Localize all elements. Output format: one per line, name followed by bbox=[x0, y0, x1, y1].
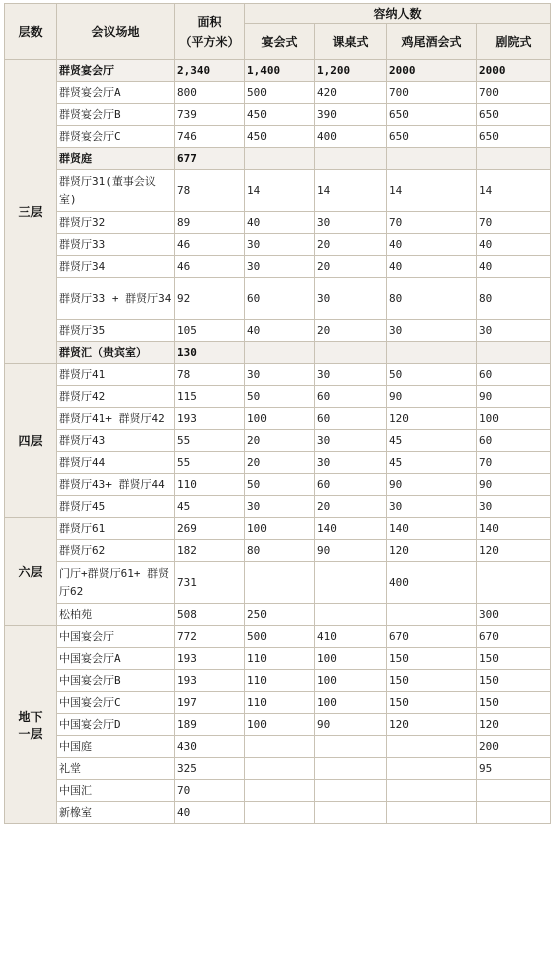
cell-banquet: 40 bbox=[245, 212, 315, 234]
cell-banquet: 500 bbox=[245, 626, 315, 648]
cell-cocktail bbox=[387, 148, 477, 170]
table-row bbox=[5, 256, 551, 278]
header-capacity: 容纳人数 bbox=[245, 4, 551, 24]
header-area bbox=[175, 4, 245, 60]
cell-theater bbox=[477, 342, 551, 364]
venue-name: 群贤厅34 bbox=[57, 256, 175, 278]
cell-classroom: 30 bbox=[315, 452, 387, 474]
cell-banquet: 20 bbox=[245, 452, 315, 474]
cell-area: 772 bbox=[175, 626, 245, 648]
header-classroom: 课桌式 bbox=[315, 24, 387, 60]
cell-classroom: 400 bbox=[315, 126, 387, 148]
venue-name: 群贤厅62 bbox=[57, 540, 175, 562]
cell-cocktail: 30 bbox=[387, 320, 477, 342]
venue-name: 群贤厅42 bbox=[57, 386, 175, 408]
cell-theater: 650 bbox=[477, 126, 551, 148]
cell-theater bbox=[477, 780, 551, 802]
cell-classroom: 20 bbox=[315, 320, 387, 342]
cell-theater: 150 bbox=[477, 692, 551, 714]
cell-area: 130 bbox=[175, 342, 245, 364]
cell-banquet: 100 bbox=[245, 714, 315, 736]
cell-area: 430 bbox=[175, 736, 245, 758]
cell-theater: 200 bbox=[477, 736, 551, 758]
cell-banquet: 14 bbox=[245, 170, 315, 212]
venue-name: 群贤厅45 bbox=[57, 496, 175, 518]
cell-area: 45 bbox=[175, 496, 245, 518]
table-row bbox=[5, 60, 551, 82]
cell-classroom bbox=[315, 562, 387, 604]
cell-area: 325 bbox=[175, 758, 245, 780]
cell-cocktail bbox=[387, 342, 477, 364]
cell-cocktail: 2000 bbox=[387, 60, 477, 82]
table-row bbox=[5, 518, 551, 540]
venue-name: 群贤宴会厅B bbox=[57, 104, 175, 126]
venue-name: 群贤厅33 + 群贤厅34 bbox=[57, 278, 175, 320]
header-theater: 剧院式 bbox=[477, 24, 551, 60]
cell-area: 89 bbox=[175, 212, 245, 234]
cell-theater bbox=[477, 148, 551, 170]
cell-area: 269 bbox=[175, 518, 245, 540]
venue-name: 群贤宴会厅A bbox=[57, 82, 175, 104]
cell-cocktail: 670 bbox=[387, 626, 477, 648]
cell-theater: 140 bbox=[477, 518, 551, 540]
table-header bbox=[5, 4, 551, 60]
cell-classroom bbox=[315, 148, 387, 170]
cell-theater: 60 bbox=[477, 364, 551, 386]
cell-classroom: 30 bbox=[315, 278, 387, 320]
cell-theater: 90 bbox=[477, 474, 551, 496]
table-row bbox=[5, 148, 551, 170]
cell-classroom bbox=[315, 802, 387, 824]
cell-banquet: 80 bbox=[245, 540, 315, 562]
cell-theater: 40 bbox=[477, 234, 551, 256]
venue-name: 群贤厅43+ 群贤厅44 bbox=[57, 474, 175, 496]
cell-area: 800 bbox=[175, 82, 245, 104]
floor-label: 地下一层 bbox=[5, 626, 57, 824]
table-row bbox=[5, 562, 551, 604]
cell-classroom: 30 bbox=[315, 212, 387, 234]
cell-theater: 300 bbox=[477, 604, 551, 626]
cell-area: 105 bbox=[175, 320, 245, 342]
cell-area: 189 bbox=[175, 714, 245, 736]
cell-cocktail bbox=[387, 780, 477, 802]
cell-area: 78 bbox=[175, 364, 245, 386]
cell-theater: 70 bbox=[477, 452, 551, 474]
cell-banquet bbox=[245, 342, 315, 364]
floor-label: 六层 bbox=[5, 518, 57, 626]
floor-label: 四层 bbox=[5, 364, 57, 518]
table-row bbox=[5, 648, 551, 670]
cell-theater: 90 bbox=[477, 386, 551, 408]
cell-banquet: 110 bbox=[245, 648, 315, 670]
cell-classroom bbox=[315, 604, 387, 626]
cell-classroom bbox=[315, 780, 387, 802]
table-row bbox=[5, 386, 551, 408]
table-row bbox=[5, 342, 551, 364]
cell-cocktail: 140 bbox=[387, 518, 477, 540]
header-area-line2: （平方米） bbox=[179, 34, 240, 49]
cell-area: 46 bbox=[175, 256, 245, 278]
cell-banquet: 1,400 bbox=[245, 60, 315, 82]
table-body bbox=[5, 60, 551, 824]
cell-banquet bbox=[245, 780, 315, 802]
venue-name: 中国汇 bbox=[57, 780, 175, 802]
table-row bbox=[5, 82, 551, 104]
table-row bbox=[5, 474, 551, 496]
cell-cocktail: 120 bbox=[387, 540, 477, 562]
venue-name: 中国宴会厅D bbox=[57, 714, 175, 736]
cell-cocktail: 650 bbox=[387, 126, 477, 148]
cell-area: 110 bbox=[175, 474, 245, 496]
cell-banquet: 110 bbox=[245, 692, 315, 714]
cell-banquet: 110 bbox=[245, 670, 315, 692]
cell-area: 193 bbox=[175, 408, 245, 430]
cell-classroom: 60 bbox=[315, 386, 387, 408]
venue-name: 群贤厅61 bbox=[57, 518, 175, 540]
cell-theater: 120 bbox=[477, 540, 551, 562]
cell-theater: 30 bbox=[477, 320, 551, 342]
cell-cocktail: 150 bbox=[387, 692, 477, 714]
cell-classroom bbox=[315, 342, 387, 364]
header-area-line1: 面积 bbox=[197, 14, 222, 29]
venue-name: 群贤厅33 bbox=[57, 234, 175, 256]
table-row bbox=[5, 364, 551, 386]
cell-theater: 60 bbox=[477, 430, 551, 452]
cell-theater: 670 bbox=[477, 626, 551, 648]
cell-classroom: 30 bbox=[315, 430, 387, 452]
cell-area: 115 bbox=[175, 386, 245, 408]
cell-theater: 2000 bbox=[477, 60, 551, 82]
cell-classroom: 20 bbox=[315, 256, 387, 278]
cell-area: 508 bbox=[175, 604, 245, 626]
cell-banquet: 30 bbox=[245, 256, 315, 278]
cell-cocktail bbox=[387, 758, 477, 780]
cell-area: 731 bbox=[175, 562, 245, 604]
venue-name: 群贤厅44 bbox=[57, 452, 175, 474]
table-row bbox=[5, 496, 551, 518]
cell-cocktail: 40 bbox=[387, 234, 477, 256]
cell-cocktail: 14 bbox=[387, 170, 477, 212]
cell-area: 2,340 bbox=[175, 60, 245, 82]
table-row bbox=[5, 802, 551, 824]
cell-classroom: 90 bbox=[315, 540, 387, 562]
cell-banquet bbox=[245, 758, 315, 780]
venue-name: 中国宴会厅C bbox=[57, 692, 175, 714]
cell-cocktail: 700 bbox=[387, 82, 477, 104]
table-row bbox=[5, 234, 551, 256]
cell-cocktail: 45 bbox=[387, 452, 477, 474]
venue-name: 群贤厅35 bbox=[57, 320, 175, 342]
cell-theater: 650 bbox=[477, 104, 551, 126]
table-row bbox=[5, 104, 551, 126]
cell-cocktail: 80 bbox=[387, 278, 477, 320]
cell-area: 739 bbox=[175, 104, 245, 126]
cell-theater: 120 bbox=[477, 714, 551, 736]
cell-classroom: 20 bbox=[315, 496, 387, 518]
table-row bbox=[5, 278, 551, 320]
cell-cocktail bbox=[387, 604, 477, 626]
cell-theater: 80 bbox=[477, 278, 551, 320]
venue-name: 群贤宴会厅C bbox=[57, 126, 175, 148]
cell-classroom: 100 bbox=[315, 648, 387, 670]
venue-name: 松柏苑 bbox=[57, 604, 175, 626]
cell-theater: 700 bbox=[477, 82, 551, 104]
cell-cocktail: 150 bbox=[387, 648, 477, 670]
venue-name: 中国庭 bbox=[57, 736, 175, 758]
cell-area: 55 bbox=[175, 452, 245, 474]
cell-area: 92 bbox=[175, 278, 245, 320]
cell-classroom: 20 bbox=[315, 234, 387, 256]
venue-name: 中国宴会厅 bbox=[57, 626, 175, 648]
cell-area: 746 bbox=[175, 126, 245, 148]
cell-theater bbox=[477, 562, 551, 604]
table-row bbox=[5, 736, 551, 758]
cell-banquet bbox=[245, 148, 315, 170]
cell-cocktail: 90 bbox=[387, 474, 477, 496]
cell-banquet bbox=[245, 562, 315, 604]
cell-banquet: 450 bbox=[245, 126, 315, 148]
cell-banquet: 30 bbox=[245, 364, 315, 386]
cell-banquet: 500 bbox=[245, 82, 315, 104]
cell-classroom: 420 bbox=[315, 82, 387, 104]
header-venue: 会议场地 bbox=[57, 4, 175, 60]
venue-name: 群贤厅32 bbox=[57, 212, 175, 234]
cell-banquet: 30 bbox=[245, 234, 315, 256]
cell-banquet bbox=[245, 802, 315, 824]
cell-cocktail: 650 bbox=[387, 104, 477, 126]
venue-name: 门厅+群贤厅61+ 群贤厅62 bbox=[57, 562, 175, 604]
cell-cocktail: 30 bbox=[387, 496, 477, 518]
venue-name: 中国宴会厅B bbox=[57, 670, 175, 692]
cell-banquet bbox=[245, 736, 315, 758]
table-row bbox=[5, 430, 551, 452]
cell-banquet: 450 bbox=[245, 104, 315, 126]
cell-area: 193 bbox=[175, 648, 245, 670]
cell-classroom: 100 bbox=[315, 692, 387, 714]
cell-theater: 70 bbox=[477, 212, 551, 234]
table-row bbox=[5, 780, 551, 802]
cell-banquet: 20 bbox=[245, 430, 315, 452]
venue-capacity-table bbox=[4, 3, 551, 824]
venue-name: 群贤厅41 bbox=[57, 364, 175, 386]
venue-name: 群贤厅41+ 群贤厅42 bbox=[57, 408, 175, 430]
cell-classroom: 140 bbox=[315, 518, 387, 540]
cell-area: 197 bbox=[175, 692, 245, 714]
cell-cocktail: 70 bbox=[387, 212, 477, 234]
table-row bbox=[5, 408, 551, 430]
cell-classroom: 1,200 bbox=[315, 60, 387, 82]
table-row bbox=[5, 714, 551, 736]
cell-theater: 95 bbox=[477, 758, 551, 780]
venue-name: 群贤庭 bbox=[57, 148, 175, 170]
cell-cocktail bbox=[387, 802, 477, 824]
cell-area: 182 bbox=[175, 540, 245, 562]
venue-name: 群贤厅31(董事会议室) bbox=[57, 170, 175, 212]
cell-cocktail: 50 bbox=[387, 364, 477, 386]
cell-classroom: 410 bbox=[315, 626, 387, 648]
venue-name: 新橡室 bbox=[57, 802, 175, 824]
header-cocktail: 鸡尾酒会式 bbox=[387, 24, 477, 60]
cell-classroom: 14 bbox=[315, 170, 387, 212]
venue-name: 群贤厅43 bbox=[57, 430, 175, 452]
cell-banquet: 100 bbox=[245, 408, 315, 430]
table-row bbox=[5, 604, 551, 626]
venue-name: 中国宴会厅A bbox=[57, 648, 175, 670]
table-row bbox=[5, 212, 551, 234]
cell-area: 193 bbox=[175, 670, 245, 692]
cell-classroom: 60 bbox=[315, 408, 387, 430]
table-row bbox=[5, 452, 551, 474]
cell-banquet: 50 bbox=[245, 474, 315, 496]
cell-classroom: 390 bbox=[315, 104, 387, 126]
table-row bbox=[5, 170, 551, 212]
cell-area: 46 bbox=[175, 234, 245, 256]
cell-classroom: 100 bbox=[315, 670, 387, 692]
floor-label: 三层 bbox=[5, 60, 57, 364]
cell-classroom: 90 bbox=[315, 714, 387, 736]
cell-classroom: 30 bbox=[315, 364, 387, 386]
cell-theater: 40 bbox=[477, 256, 551, 278]
cell-banquet: 40 bbox=[245, 320, 315, 342]
header-floor: 层数 bbox=[5, 4, 57, 60]
header-banquet: 宴会式 bbox=[245, 24, 315, 60]
cell-cocktail: 45 bbox=[387, 430, 477, 452]
cell-theater bbox=[477, 802, 551, 824]
cell-banquet: 100 bbox=[245, 518, 315, 540]
cell-classroom bbox=[315, 736, 387, 758]
cell-area: 70 bbox=[175, 780, 245, 802]
venue-name: 群贤汇（贵宾室） bbox=[57, 342, 175, 364]
table-row bbox=[5, 126, 551, 148]
table-row bbox=[5, 758, 551, 780]
cell-cocktail: 120 bbox=[387, 408, 477, 430]
table-row bbox=[5, 670, 551, 692]
cell-banquet: 50 bbox=[245, 386, 315, 408]
cell-theater: 150 bbox=[477, 670, 551, 692]
cell-classroom bbox=[315, 758, 387, 780]
cell-cocktail: 400 bbox=[387, 562, 477, 604]
cell-cocktail: 120 bbox=[387, 714, 477, 736]
venue-name: 群贤宴会厅 bbox=[57, 60, 175, 82]
venue-name: 礼堂 bbox=[57, 758, 175, 780]
cell-banquet: 250 bbox=[245, 604, 315, 626]
cell-theater: 100 bbox=[477, 408, 551, 430]
cell-cocktail: 40 bbox=[387, 256, 477, 278]
cell-area: 55 bbox=[175, 430, 245, 452]
table-row bbox=[5, 320, 551, 342]
cell-theater: 150 bbox=[477, 648, 551, 670]
cell-area: 78 bbox=[175, 170, 245, 212]
cell-cocktail: 90 bbox=[387, 386, 477, 408]
cell-theater: 30 bbox=[477, 496, 551, 518]
table-row bbox=[5, 692, 551, 714]
cell-area: 677 bbox=[175, 148, 245, 170]
cell-banquet: 30 bbox=[245, 496, 315, 518]
cell-classroom: 60 bbox=[315, 474, 387, 496]
cell-banquet: 60 bbox=[245, 278, 315, 320]
cell-cocktail: 150 bbox=[387, 670, 477, 692]
cell-area: 40 bbox=[175, 802, 245, 824]
cell-cocktail bbox=[387, 736, 477, 758]
table-row bbox=[5, 626, 551, 648]
table-row bbox=[5, 540, 551, 562]
cell-theater: 14 bbox=[477, 170, 551, 212]
